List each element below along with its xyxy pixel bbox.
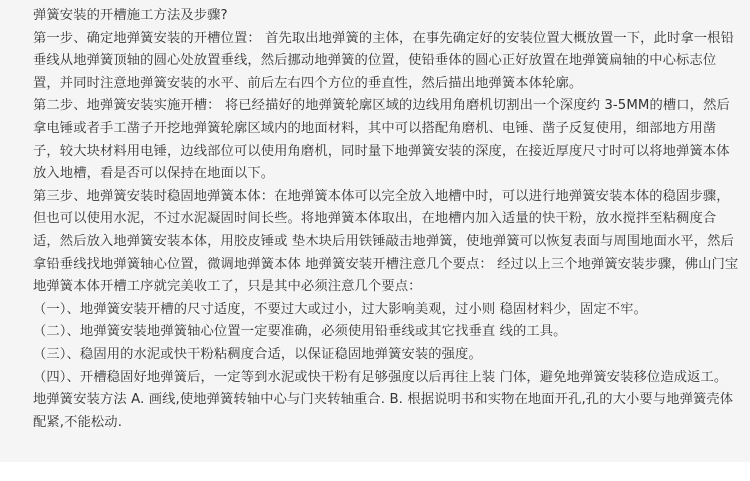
note-three-paragraph: （三）、稳固用的水泥或快干粉粘稠度合适，以保证稳固地弹簧安装的强度。 — [33, 346, 482, 362]
step-one-paragraph: 第一步、确定地弹簧安装的开槽位置： 首先取出地弹簧的主体，在事先确定好的安装位置大概放置一下，此时拿一根铅垂线从地弹簧顶轴的圆心处放置垂线，然后挪动地弹簧的位置，使铅垂体的圆心正好放置在地弹簧扁轴的中心标志位置，并同时注意地弹簧安装的水平、前后左右四个方位的垂直性，然后描出地弹簧本体轮廓。 — [33, 30, 734, 91]
article-title: 弹簧安装的开槽施工方法及步骤? — [33, 8, 228, 23]
note-four-paragraph: （四）、开槽稳固好地弹簧后，一定等到水泥或快干粉有足够强度以后再往上装 门体，避免地弹簧安装移位造成返工。 地弹簧安装方法 A. 画线,使地弹簧转轴中心与门夹转轴重合. B. 根据说明书和实物在地面开孔,孔的大小要与地弹簧壳体配紧,不能松动. — [33, 369, 734, 430]
step-two-paragraph: 第二步、地弹簧安装实施开槽： 将已经描好的地弹簧轮廓区域的边线用角磨机切割出一个深度约 3-5MM的槽口，然后拿电锤或者手工凿子开挖地弹簧轮廓区域内的地面材料，其中可以搭配角磨机、电锤、凿子反复使用，细部地方用凿子，较大块材料用电锤，边线部位可以使用角磨机，同时量下地弹簧安装的深度，在接近厚度尺寸时可以将地弹簧本体放入地槽，看是否可以保持在地面以下。 — [33, 98, 730, 182]
note-two-paragraph: （二）、地弹簧安装地弹簧轴心位置一定要准确，必须使用铅垂线或其它找垂直 线的工具。 — [33, 324, 567, 340]
note-one-paragraph: （一）、地弹簧安装开槽的尺寸适度，不要过大或过小，过大影响美观，过小则 稳固材料少，固定不牢。 — [33, 301, 647, 317]
step-three-paragraph: 第三步、地弹簧安装时稳固地弹簧本体：在地弹簧本体可以完全放入地槽中时，可以进行地弹簧安装本体的稳固步骤，但也可以使用水泥，不过水泥凝固时间长些。将地弹簧本体取出，在地槽内加入适量的快干粉，放水搅拌至粘稠度合适，然后放入地弹簧安装本体，用胶皮锤或 垫木块后用铁锤敲击地弹簧，使地弹簧可以恢复表面与周围地面水平，然后拿铅垂线找地弹簧轴心位置，微调地弹簧本体 地弹簧安装开槽注意几个要点： 经过以上三个地弹簧安装步骤，佛山门宝地弹簧本体开槽工序就完美收工了，只是其中必须注意几个要点： — [33, 188, 739, 295]
page-bottom-margin — [0, 462, 750, 481]
